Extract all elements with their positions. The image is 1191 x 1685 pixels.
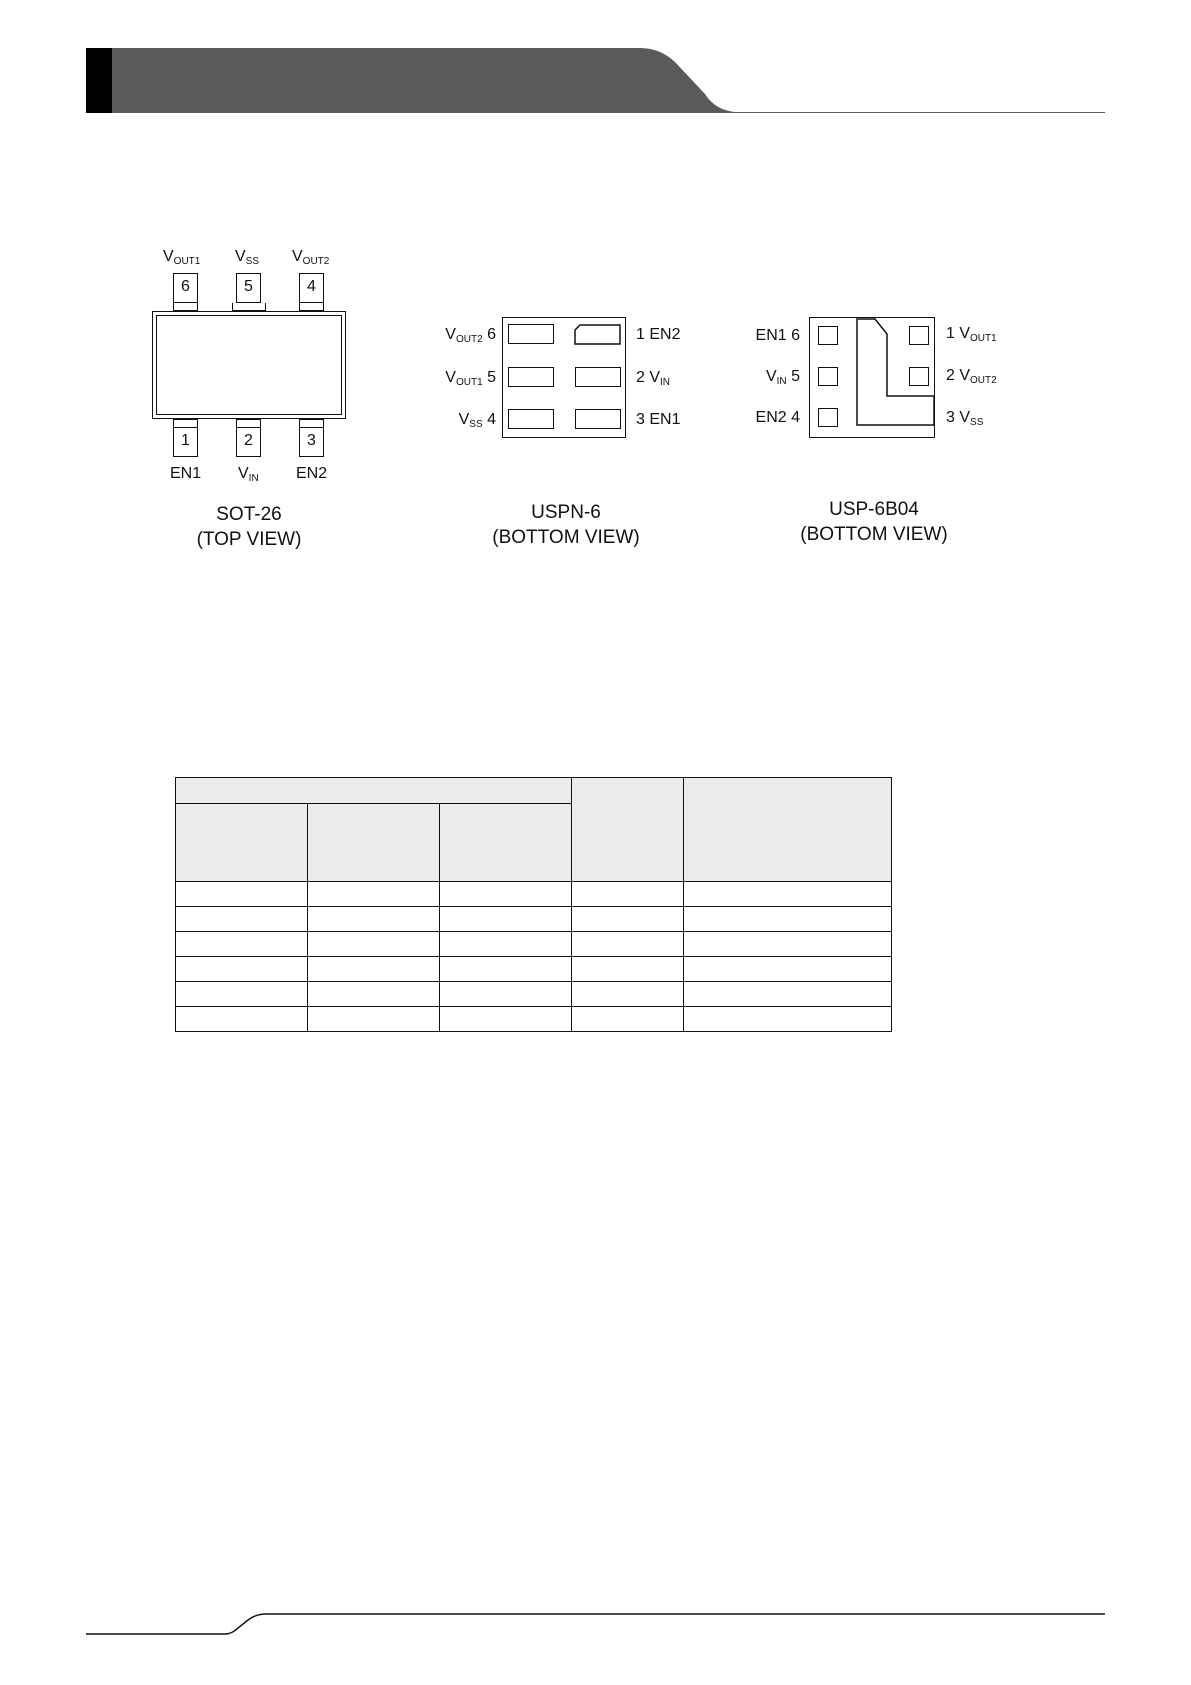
sot26-pin2: 2 — [236, 427, 261, 457]
usp6b04-pad-6 — [818, 326, 838, 345]
sot26-tab-5 — [232, 303, 266, 311]
uspn6-pad-5 — [508, 367, 554, 387]
uspn6-pad-6 — [508, 324, 554, 344]
sot26-pin1: 1 — [173, 427, 198, 457]
uspn6-pin3-label: 3 EN1 — [636, 411, 681, 428]
pin-assignment-table — [175, 777, 892, 1032]
usp6b04-pin4-label: EN2 4 — [755, 409, 800, 426]
sot26-pin6-label: $V_{OUT1}$ — [163, 248, 201, 267]
usp6b04-pad-4 — [818, 408, 838, 427]
uspn6-pad-3 — [575, 409, 621, 429]
uspn6-view-label: (BOTTOM VIEW) — [492, 527, 640, 548]
page-header-banner — [0, 0, 1191, 120]
uspn6-pin6-label: $V_{OUT2}$ 6 — [445, 326, 496, 345]
table-subheader-sot26 — [176, 804, 308, 882]
uspn6-pin5-label: $V_{OUT1}$ 5 — [445, 369, 496, 388]
sot26-body-inner — [156, 315, 342, 415]
sot26-tab-4 — [299, 303, 324, 311]
usp6b04-package-name: USP-6B04 — [829, 499, 919, 520]
uspn6-pin4-label: $V_{SS}$ 4 — [458, 411, 496, 430]
sot26-pin5: 5 — [236, 273, 261, 303]
sot26-pin3: 3 — [299, 427, 324, 457]
table-header-row — [176, 778, 892, 804]
sot26-pin1-label: EN1 — [170, 465, 202, 482]
usp6b04-view-label: (BOTTOM VIEW) — [800, 524, 948, 545]
sot26-tab-3 — [299, 419, 324, 427]
usp6b04-pin6-label: EN1 6 — [755, 327, 800, 344]
table-row — [176, 907, 892, 932]
table-header-pin-number — [176, 778, 572, 804]
table-row — [176, 932, 892, 957]
table-row — [176, 882, 892, 907]
usp6b04-pin5-label: $V_{IN}$ 5 — [765, 368, 800, 387]
table-row — [176, 1007, 892, 1032]
uspn6-pad-4 — [508, 409, 554, 429]
sot26-pin4-label: $V_{OUT2}$ — [292, 248, 330, 267]
uspn6-pad-1 — [574, 324, 622, 346]
usp6b04-pad-5 — [818, 367, 838, 386]
sot26-tab-1 — [173, 419, 198, 427]
sot26-pin6: 6 — [173, 273, 198, 303]
table-subheader-uspn6 — [308, 804, 440, 882]
table-row — [176, 982, 892, 1007]
sot26-tab-2 — [236, 419, 261, 427]
table-subheader-usp6b04 — [440, 804, 572, 882]
uspn6-pad-2 — [575, 367, 621, 387]
usp6b04-pad-3-large — [854, 318, 934, 428]
sot26-tab-6 — [173, 303, 198, 311]
uspn6-pin2-label: 2 $V_{IN}$ — [636, 369, 671, 388]
table-header-pin-name — [572, 778, 684, 882]
uspn6-pin1-label: 1 EN2 — [636, 326, 681, 343]
sot26-view-label: (TOP VIEW) — [196, 529, 302, 550]
sot26-package-name: SOT-26 — [216, 504, 282, 525]
table-header-function — [684, 778, 892, 882]
sot26-pin2-label: $V_{IN}$ — [238, 465, 259, 484]
sot26-pin4: 4 — [299, 273, 324, 303]
table-row — [176, 957, 892, 982]
page-footer-line — [0, 1600, 1191, 1640]
usp6b04-pin2-label: 2 $V_{OUT2}$ — [946, 367, 997, 386]
uspn6-package-name: USPN-6 — [531, 502, 601, 523]
usp6b04-pin3-label: 3 $V_{SS}$ — [946, 409, 984, 428]
sot26-pin5-label: $V_{SS}$ — [235, 248, 260, 267]
usp6b04-pin1-label: 1 $V_{OUT1}$ — [946, 325, 997, 344]
sot26-pin3-label: EN2 — [296, 465, 328, 482]
